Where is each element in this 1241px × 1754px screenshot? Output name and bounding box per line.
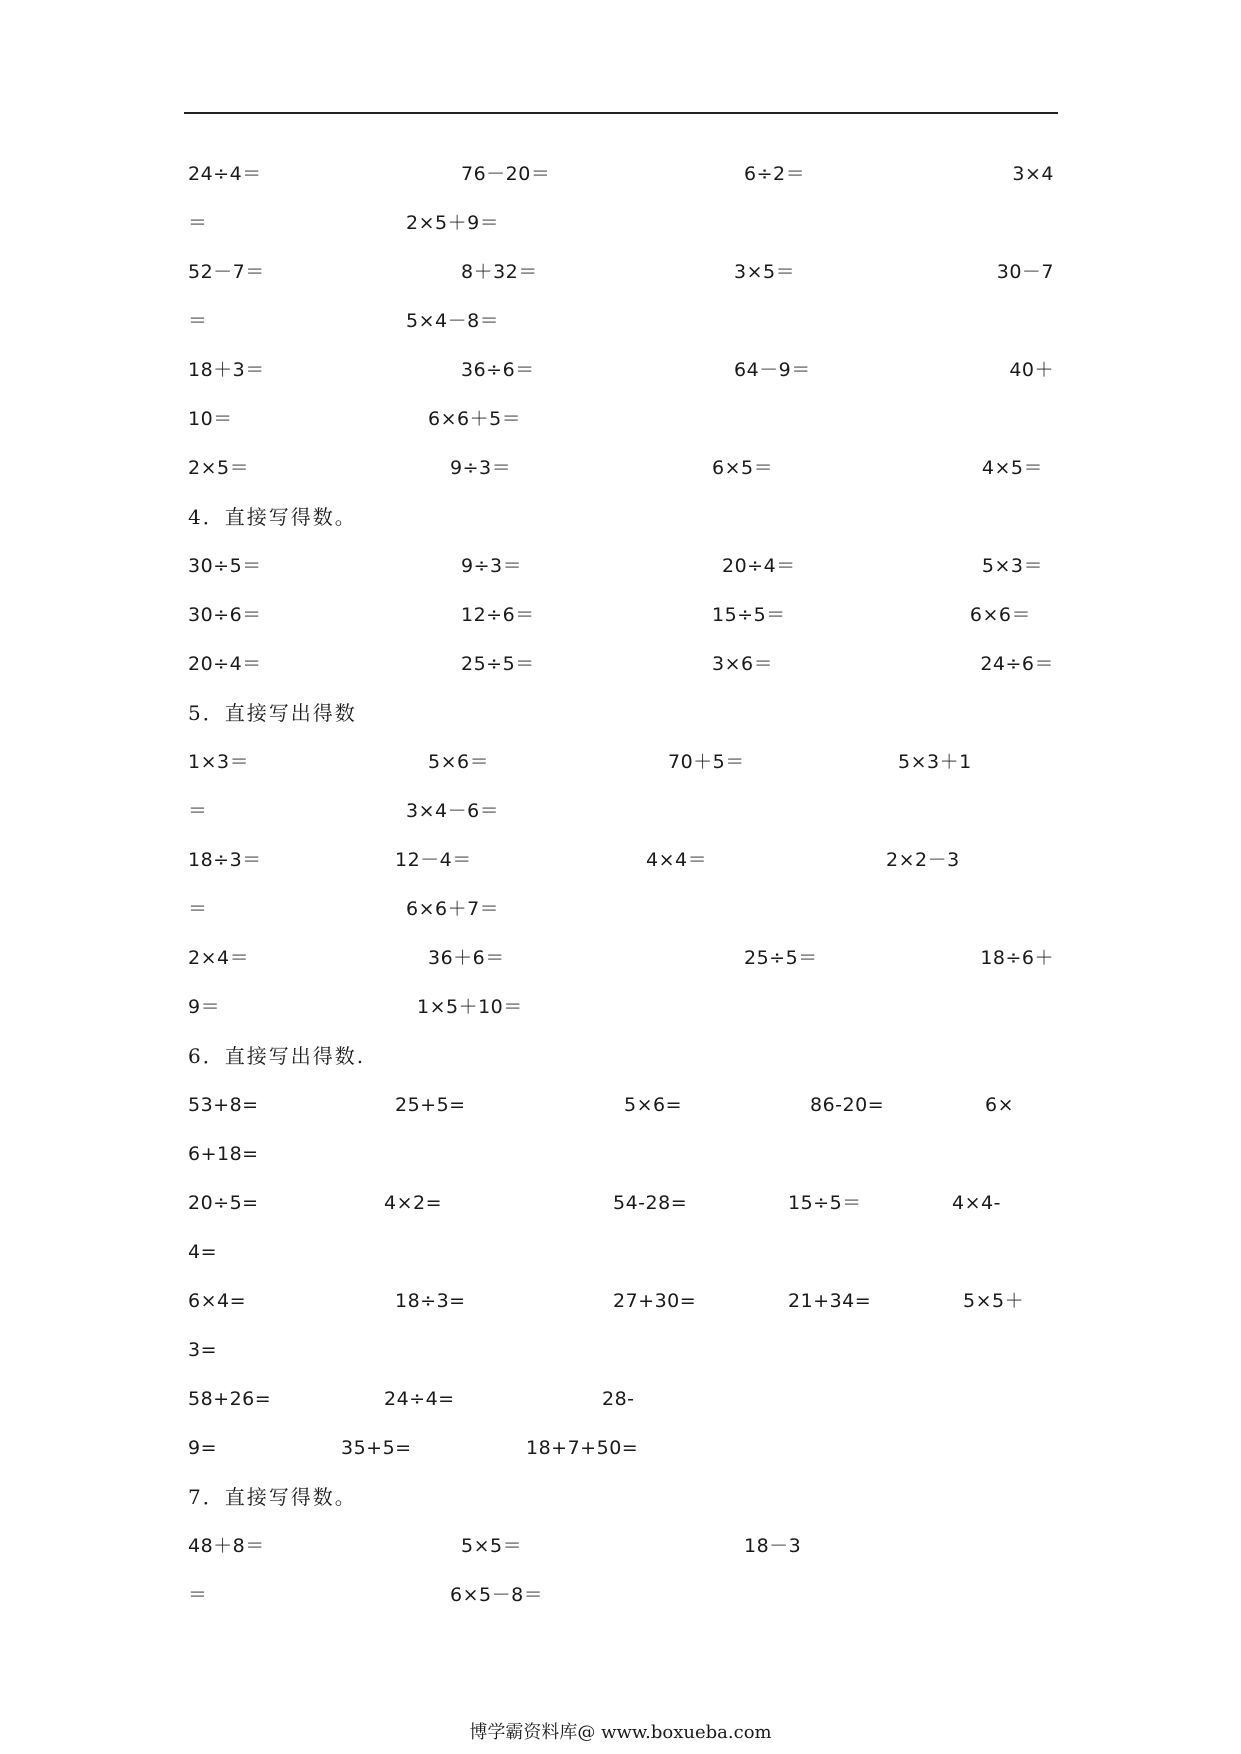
problem: 30－7 [996,261,1054,283]
problem: 1×3＝ [188,751,250,773]
problem: 2×4＝ [188,947,250,969]
section-heading: 6．直接写出得数. [188,1044,366,1068]
problem-row [0,595,1241,635]
section-heading: 5．直接写出得数 [188,701,357,725]
problem: 58+26= [188,1388,272,1410]
problem: 5×5＝ [461,1535,523,1557]
problem: 6×6＋5＝ [428,408,522,430]
problem: 2×5＋9＝ [406,212,500,234]
problem: ＝ [188,1584,208,1606]
problem: 18＋3＝ [188,359,265,381]
header-rule [184,112,1058,114]
problem-row [0,1526,1241,1566]
problem: 3= [188,1339,218,1361]
problem: 6×5－8＝ [450,1584,544,1606]
problem: 48＋8＝ [188,1535,265,1557]
problem: 15÷5＝ [788,1192,862,1214]
problem-row [0,1183,1241,1223]
problem: 76－20＝ [461,163,551,185]
problem: 30÷6＝ [188,604,262,626]
problem: 28- [602,1388,635,1410]
problem: 18÷3＝ [188,849,262,871]
problem: 4= [188,1241,218,1263]
problem: 64－9＝ [734,359,811,381]
problem-row [0,1575,1241,1615]
problem: 12－4＝ [395,849,472,871]
problem-row [0,1232,1241,1272]
problem: 6×5＝ [712,457,774,479]
problem: 25÷5＝ [744,947,818,969]
problem: ＝ [188,898,208,920]
problem-row [0,546,1241,586]
problem: 1×5＋10＝ [417,996,523,1018]
problem: 6+18= [188,1143,259,1165]
problem: 9÷3＝ [450,457,512,479]
problem: 3×4 [1012,163,1054,185]
problem: 5×5＋ [963,1290,1025,1312]
problem: 18－3 [744,1535,802,1557]
problem-row [0,889,1241,929]
problem-row [0,1085,1241,1125]
section-heading: 4．直接写得数。 [188,505,357,529]
problem: 20÷4＝ [722,555,796,577]
problem: 4×4- [952,1192,1001,1214]
problem-row [0,1281,1241,1321]
problem-row [0,742,1241,782]
problem: 18÷6＋ [980,947,1054,969]
problem-row [0,252,1241,292]
problem: ＝ [188,212,208,234]
problem: 9÷3＝ [461,555,523,577]
problem: 27+30= [613,1290,697,1312]
problem-row [0,301,1241,341]
footer-watermark: 博学霸资料库@ www.boxueba.com [469,1722,772,1743]
problem: 5×6= [624,1094,683,1116]
problem: 24÷6＝ [980,653,1054,675]
problem: 18÷3= [395,1290,466,1312]
problem-row [0,840,1241,880]
problem: 4×2= [384,1192,443,1214]
problem: 9= [188,1437,218,1459]
problem: 21+34= [788,1290,872,1312]
problem: 86-20= [810,1094,885,1116]
problem: ＝ [188,310,208,332]
problem: 2×5＝ [188,457,250,479]
problem-row [0,938,1241,978]
problem-row [0,987,1241,1027]
problem: 6× [985,1094,1015,1116]
problem: 5×3＋1 [898,751,972,773]
problem: 6×6＋7＝ [406,898,500,920]
problem: 24÷4＝ [188,163,262,185]
problem-row [0,448,1241,488]
problem: 5×6＝ [428,751,490,773]
problem-row [0,399,1241,439]
problem-row [0,791,1241,831]
problem-row [0,1379,1241,1419]
problem: 6÷2＝ [744,163,806,185]
problem: 3×4－6＝ [406,800,500,822]
problem: 25+5= [395,1094,466,1116]
problem: 70＋5＝ [668,751,745,773]
problem: 54-28= [613,1192,688,1214]
problem: 5×4－8＝ [406,310,500,332]
problem: 3×5＝ [734,261,796,283]
problem: 35+5= [341,1437,412,1459]
problem: 9＝ [188,996,221,1018]
problem: 2×2－3 [886,849,960,871]
problem: 6×6＝ [969,604,1031,626]
problem: 53+8= [188,1094,259,1116]
problem-row [0,1330,1241,1370]
problem: 30÷5＝ [188,555,262,577]
problem: 10＝ [188,408,233,430]
problem: 36＋6＝ [428,947,505,969]
problem: 5×3＝ [981,555,1043,577]
problem: ＝ [188,800,208,822]
problem: 15÷5＝ [712,604,786,626]
problem: 4×4＝ [646,849,708,871]
problem: 20÷5= [188,1192,259,1214]
problem: 40＋ [1009,359,1054,381]
problem: 8＋32＝ [461,261,538,283]
problem: 36÷6＝ [461,359,535,381]
problem: 24÷4= [384,1388,455,1410]
problem-row [0,1134,1241,1174]
problem-row [0,1428,1241,1468]
problem-row [0,350,1241,390]
problem: 52－7＝ [188,261,265,283]
problem: 18+7+50= [526,1437,639,1459]
problem: 20÷4＝ [188,653,262,675]
section-heading: 7．直接写得数。 [188,1485,357,1509]
problem: 12÷6＝ [461,604,535,626]
problem-row [0,203,1241,243]
problem: 25÷5＝ [461,653,535,675]
problem: 4×5＝ [981,457,1043,479]
problem: 3×6＝ [712,653,774,675]
problem-row [0,644,1241,684]
problem-row [0,154,1241,194]
problem: 6×4= [188,1290,247,1312]
